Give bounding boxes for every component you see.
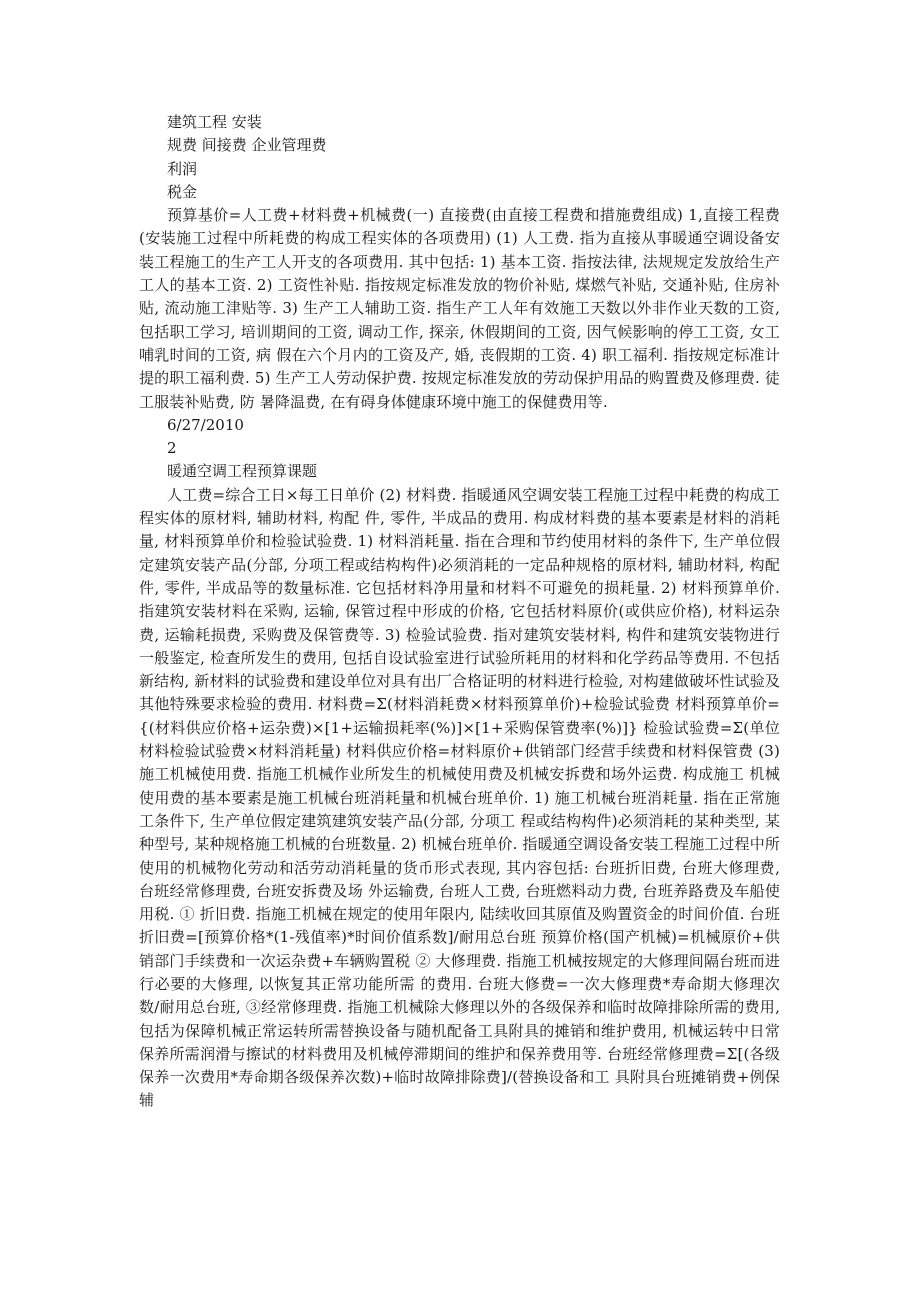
heading-line-2: 规费 间接费 企业管理费 — [167, 136, 327, 155]
body-paragraph-1: 预算基价=人工费+材料费+机械费(一) 直接费(由直接工程费和措施费组成) 1,直接工程费(安装施工过程中所耗费的构成工程实体的各项费用) (1) 人工费. 指为直接从事暖通空调设备安装工程施工的生产工人开支的各项费用. 其中包括: 1) 基本工资. 指按法律, 法规规定发放给生产工人的基本工资. 2) 工资性补贴. 指按规定标准发放的物价补贴, 煤燃气补贴, 交通补贴, 住房补贴, 流动施工津贴等. 3) 生产工人辅助工资. 指生产工人年有效施工天数以外非作业天数的工资, 包括职工学习, 培训期间的工资, 调动工作, 探亲, 休假期间的工资, 因气候影响的停工工资, 女工哺乳时间的工资, 病 假在六个月内的工资及产, 婚, 丧假期的工资. 4) 职工福利. 指按规定标准计提的职工福利费. 5) 生产工人劳动保护费. 按规定标准发放的劳动保护用品的购置费及修理费. 徒工服装补贴费, 防 暑降温费, 在有碍身体健康环境中施工的保健费用等. — [139, 206, 780, 411]
heading-line-4: 税金 — [167, 182, 198, 201]
heading-line-1: 建筑工程 安装 — [167, 113, 262, 131]
date-line: 6/27/2010 — [167, 415, 244, 434]
subject-title: 暖通空调工程预算课题 — [167, 462, 318, 481]
page-number: 2 — [167, 439, 177, 458]
heading-line-3: 利润 — [167, 159, 198, 178]
body-paragraph-2: 人工费=综合工日×每工日单价 (2) 材料费. 指暖通风空调安装工程施工过程中耗费的构成工程实体的原材料, 辅助材料, 构配 件, 零件, 半成品的费用. 构成材料费的基本要素是材料的消耗量, 材料预算单价和检验试验费. 1) 材料消耗量. 指在合理和节约使用材料的条件下, 生产单位假定建筑安装产品(分部, 分项工程或结构构件)必须消耗的一定品种规格的原材料, 辅助材料, 构配件, 零件, 半成品等的数量标准. 它包括材料净用量和材料不可避免的损耗量. 2) 材料预算单价. 指建筑安装材料在采购, 运输, 保管过程中形成的价格, 它包括材料原价(或供应价格), 材料运杂费, 运输耗损费, 采购费及保管费等. 3) 检验试验费. 指对建筑安装材料, 构件和建筑安装物进行一般鉴定, 检查所发生的费用, 包括自设试验室进行试验所耗用的材料和化学药品等费用. 不包括新结构, 新材料的试验费和建设单位对具有出厂合格证明的材料进行检验, 对构建做破坏性试验及其他特殊要求检验的费用. 材料费=Σ(材料消耗费×材料预算单价)+检验试验费 材料预算单价={(材料供应价格+运杂费)×[1+运输损耗率(%)]×[1+采购保管费率(%)]} 检验试验费=Σ(单位材料检验试验费×材料消耗量) 材料供应价格=材料原价+供销部门经营手续费和材料保管费 (3) 施工机械使用费. 指施工机械作业所发生的机械使用费及机械安拆费和场外运费. 构成施工 机械使用费的基本要素是施工机械台班消耗量和机械台班单价. 1) 施工机械台班消耗量. 指在正常施工条件下, 生产单位假定建筑建筑安装产品(分部, 分项工 程或结构构件)必须消耗的某种类型, 某种型号, 某种规格施工机械的台班数量. 2) 机械台班单价. 指暖通空调设备安装工程施工过程中所使用的机械物化劳动和活劳动消耗量的货币形式表现, 其内容包括: 台班折旧费, 台班大修理费, 台班经常修理费, 台班安拆费及场 外运输费, 台班人工费, 台班燃料动力费, 台班养路费及车船使用税. ① 折旧费. 指施工机械在规定的使用年限内, 陆续收回其原值及购置资金的时间价值. 台班折旧费=[预算价格*(1-残值率)*时间价值系数]/耐用总台班 预算价格(国产机械)=机械原价+供销部门手续费和一次运杂费+车辆购置税 ② 大修理费. 指施工机械按规定的大修理间隔台班而进行必要的大修理, 以恢复其正常功能所需 的费用. 台班大修费=一次大修理费*寿命期大修理次数/耐用总台班, ③经常修理费. 指施工机械除大修理以外的各级保养和临时故障排除所需的费用, 包括为保障机械正常运转所需替换设备与随机配备工具附具的摊销和维护费用, 机械运转中日常保养所需润滑与擦试的材料费用及机械停滞期间的维护和保养费用等. 台班经常修理费=Σ[(各级保养一次费用*寿命期各级保养次数)+临时故障排除费]/(替换设备和工 具附具台班摊销费+例保辅 — [139, 485, 780, 1110]
